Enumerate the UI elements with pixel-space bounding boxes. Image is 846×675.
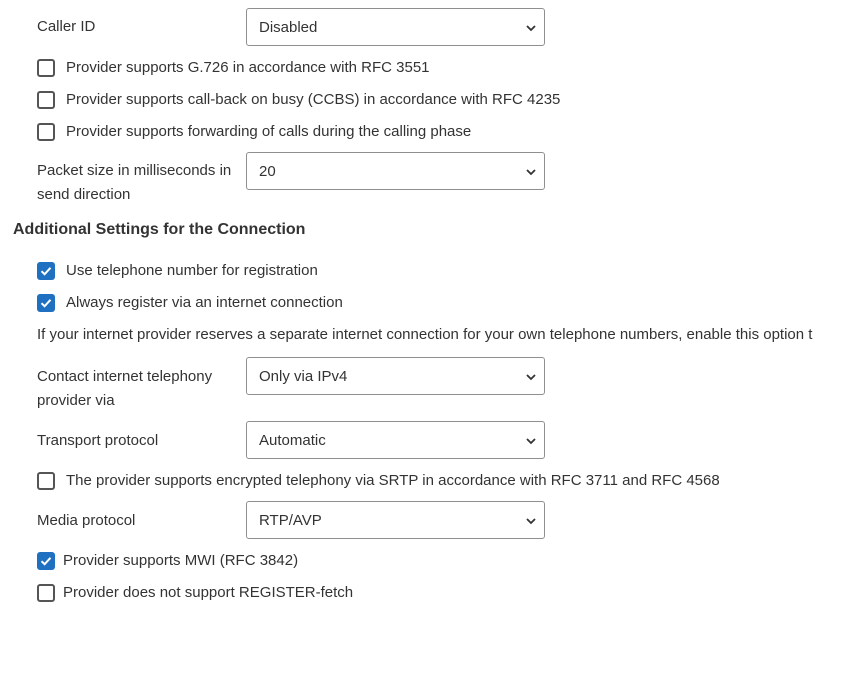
packet-size-label-line2: send direction [37, 186, 131, 203]
section-heading: Additional Settings for the Connection [13, 221, 306, 238]
caller-id-label: Caller ID [37, 18, 96, 35]
always-register-label: Always register via an internet connection [66, 294, 343, 311]
g726-label: Provider supports G.726 in accordance with RFC 3551 [66, 59, 430, 76]
contact-via-value: Only via IPv4 [259, 368, 348, 385]
checkmark-icon [40, 297, 52, 309]
packet-size-label-line1: Packet size in milliseconds in [37, 162, 232, 179]
transport-value: Automatic [259, 432, 326, 449]
transport-select[interactable] [246, 421, 545, 459]
forwarding-label: Provider supports forwarding of calls during the calling phase [66, 123, 472, 140]
use-phone-number-checkbox[interactable] [37, 262, 55, 280]
chevron-down-icon [526, 167, 536, 177]
srtp-label: The provider supports encrypted telephony via SRTP in accordance with RFC 3711 and RFC 4568 [66, 472, 720, 489]
ccbs-checkbox[interactable] [37, 91, 55, 109]
packet-size-select[interactable] [246, 152, 545, 190]
always-register-checkbox[interactable] [37, 294, 55, 312]
g726-checkbox[interactable] [37, 59, 55, 77]
srtp-checkbox[interactable] [37, 472, 55, 490]
contact-via-select[interactable] [246, 357, 545, 395]
caller-id-select[interactable] [246, 8, 545, 46]
transport-label: Transport protocol [37, 432, 159, 449]
chevron-down-icon [526, 23, 536, 33]
chevron-down-icon [526, 436, 536, 446]
use-phone-number-label: Use telephone number for registration [66, 262, 318, 279]
mwi-label: Provider supports MWI (RFC 3842) [63, 552, 299, 569]
info-text: If your internet provider reserves a separate internet connection for your own telephone numbers, enable this option t [37, 326, 813, 343]
packet-size-value: 20 [259, 163, 276, 180]
contact-via-label-line2: provider via [37, 392, 115, 409]
mwi-checkbox[interactable] [37, 552, 55, 570]
caller-id-value: Disabled [259, 19, 318, 36]
contact-via-label-line1: Contact internet telephony [37, 368, 213, 385]
checkmark-icon [40, 555, 52, 567]
checkmark-icon [40, 265, 52, 277]
media-label: Media protocol [37, 512, 136, 529]
register-fetch-label: Provider does not support REGISTER-fetch [63, 584, 354, 601]
chevron-down-icon [526, 516, 536, 526]
ccbs-label: Provider supports call-back on busy (CCBS) in accordance with RFC 4235 [66, 91, 561, 108]
chevron-down-icon [526, 372, 536, 382]
media-value: RTP/AVP [259, 512, 322, 529]
media-select[interactable] [246, 501, 545, 539]
register-fetch-checkbox[interactable] [37, 584, 55, 602]
forwarding-checkbox[interactable] [37, 123, 55, 141]
